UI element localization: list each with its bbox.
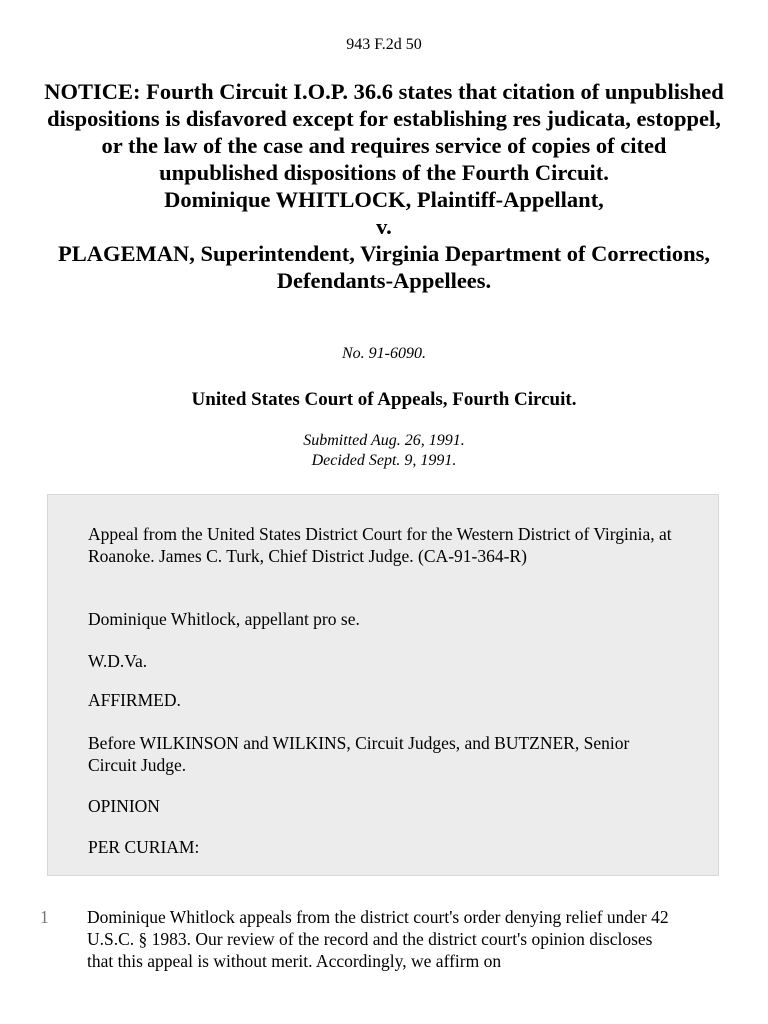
docket-number: No. 91-6090.	[342, 345, 426, 362]
opinion-paragraph	[40, 906, 720, 1024]
opinion-label: OPINION	[88, 796, 160, 816]
decided-date: Decided Sept. 9, 1991.	[311, 452, 457, 469]
case-header	[40, 78, 728, 294]
case-dates	[0, 431, 768, 471]
paragraph-text: Dominique Whitlock appeals from the district court's order denying relief under 42 U.S.C. § 1983. Our review of the record and the district court's opinion discloses that this appeal is without merit. Accordingly, we affirm on	[87, 907, 669, 971]
case-citation: 943 F.2d 50	[346, 36, 422, 53]
counsel-text: Dominique Whitlock, appellant pro se.	[88, 609, 360, 629]
court-name: United States Court of Appeals, Fourth Circuit.	[191, 389, 577, 410]
submitted-date: Submitted Aug. 26, 1991.	[303, 432, 465, 449]
notice-text: NOTICE: Fourth Circuit I.O.P. 36.6 states that citation of unpublished dispositions is disfavored except for establishing res judicata, estoppel, or the law of the case and requires service of copies of cited unpublished dispositions of the Fourth Circuit.	[44, 79, 724, 185]
district-text: W.D.Va.	[88, 651, 148, 671]
paragraph-number: 1	[40, 907, 49, 927]
panel-text: Before WILKINSON and WILKINS, Circuit Judges, and BUTZNER, Senior Circuit Judge.	[88, 733, 630, 775]
case-summary-box	[47, 494, 719, 876]
disposition-text: AFFIRMED.	[88, 690, 181, 710]
versus-text: v.	[376, 214, 392, 239]
plaintiff-name: Dominique WHITLOCK, Plaintiff-Appellant,	[164, 187, 604, 212]
defendant-name: PLAGEMAN, Superintendent, Virginia Department of Corrections, Defendants-Appellees.	[57, 241, 711, 293]
per-curiam-label: PER CURIAM:	[88, 837, 200, 857]
appeal-from-text: Appeal from the United States District Court for the Western District of Virginia, at Roanoke. James C. Turk, Chief District Judge. (CA-91-364-R)	[88, 524, 672, 566]
